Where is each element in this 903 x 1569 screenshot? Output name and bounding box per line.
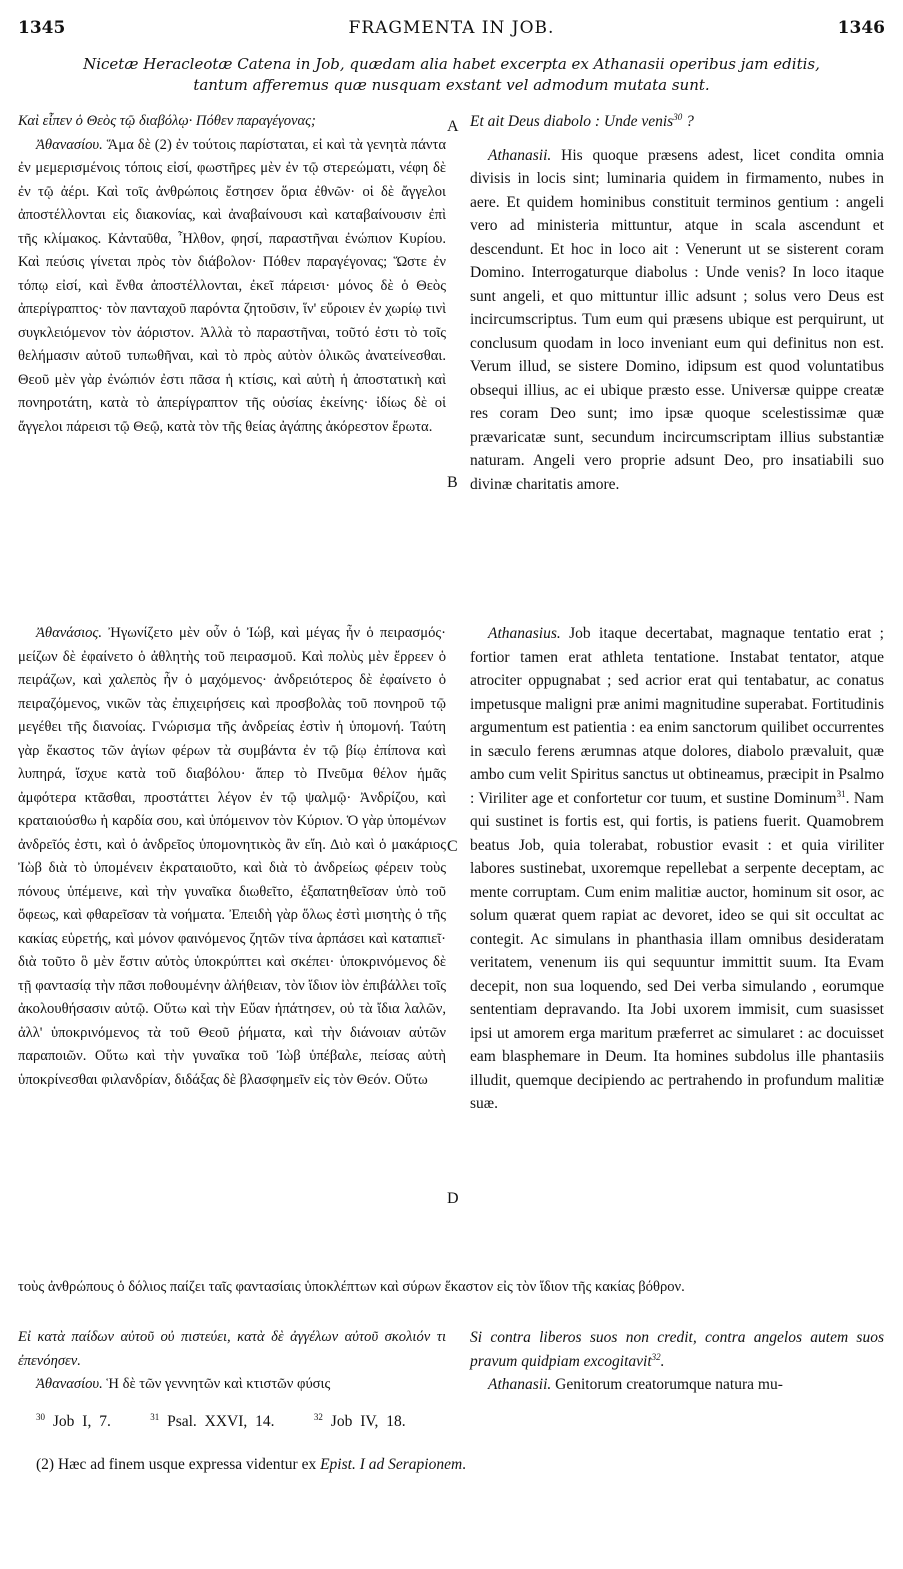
margin-letter-d: D: [447, 1190, 459, 1207]
greek-column-top: [18, 110, 446, 439]
greek-p1-label: Ἀθανασίου.: [36, 136, 103, 153]
greek-p1-text: Ἅμα δὲ (2) ἐν τούτοις παρίσταται, εἰ καὶ τὰ γενητὰ πάντα ἐν μεμερισμένοις τόποις εἰσί, φωστῆρες μὲν ἐν τῷ στερεώματι, νέφη δὲ ἐν τῷ ἀέρι. Καὶ τοῖς ἀνθρώποις ἔστησεν ὅρια ἐθνῶν· οἱ δὲ ἄγγελοι ἀποστέλλονται εἰς διακονίας, καὶ ἀναβαίνουσι καὶ καταβαίνουσιν ἐπὶ τῆς κλίμακος. Κἀνταῦθα, Ἦλθον, φησί, παραστῆναι ἐνώπιον Κυρίου. Καὶ πεύσις γίνεται πρὸς τὸν διάβολον· Πόθεν παραγέγονας; Ὥστε ἐν τόπῳ εἰσί, καὶ ἔνθα ἀποστέλλονται, ἐκεῖ πάρεισι· μόνος δὲ ὁ Θεὸς ἀπερίγραπτος· τὸν πανταχοῦ παρόντα ζητοῦσιν, ἵν' εὕροιεν ἐν χωρίῳ τινὶ συγκλειόμενον τὸν ἀόριστον. Ἀλλὰ τὸ παραστῆναι, τοῦτό ἐστι τὸ τοῖς θελήμασιν αὐτοῦ τυπωθῆναι, καὶ τὸ πρὸς αὐτὸν ὁλικῶς ἀνατείνεσθαι. Θεοῦ μὲν γὰρ ἐνώπιόν ἐστι πᾶσα ἡ κτίσις, καὶ αὐτὴ ἡ ἀποστατικὴ καὶ πονηροτάτη, κατὰ τὸ ἀπερίγραπτον τῆς οὐσίας ἐκείνης· ἰδίως δὲ οἱ ἄγγελοι πάρεισι τῷ Θεῷ, κατὰ τὸν τῆς θείας ἀγάπης ἀκόρεστον ἔρωτα.: [18, 136, 446, 435]
footnote-2-prefix: (2) Hæc ad finem usque expressa videntur ex: [36, 1456, 321, 1473]
greek-p4-text: Ἡ δὲ τῶν γεννητῶν καὶ κτιστῶν φύσις: [102, 1376, 331, 1392]
ref-30-number: 30: [36, 1411, 45, 1422]
latin-p2-note: 31: [836, 788, 846, 799]
greek-paragraph-2: [18, 622, 446, 1092]
greek-paragraph-4: [18, 1373, 446, 1397]
latin-column-middle: [470, 622, 884, 1116]
running-title: FRAGMENTA IN JOB.: [348, 18, 555, 38]
margin-letter-a: A: [447, 118, 459, 135]
latin-heading-2-end: .: [660, 1352, 665, 1370]
page-number-left: 1345: [18, 18, 66, 38]
greek-paragraph-2-tail: τοὺς ἀνθρώπους ὁ δόλιος παίζει ταῖς φαντασίαις ὑποκλέπτων καὶ σύρων ἕκαστον εἰς τὸν ἴδιον τῆς κακίας βόθρον.: [18, 1279, 685, 1295]
scripture-references: [36, 1413, 406, 1431]
ref-31-number: 31: [150, 1411, 160, 1422]
greek-column-bottom: [18, 1326, 446, 1397]
latin-p2-text: Job itaque decertabat, magnaque tentatio erat ; fortior tamen erat athleta tentatione. Instabat tentator, atque atrociter oppugnabat ; sed acrior erat qui tentabatur, ac conatus impetusque maligni præ animi magnitudine superabat. Fortitudinis argumentum est patientia : ea enim sanctorum quilibet occurrentes in sæculo ferens ærumnas atque dolores, diabolo prævaluit, quæ ambo cum velit Spiritus sanctus ut obtineamus, præcipit in Psalmo : Viriliter age et confortetur cor tuum, et sustine Dominum: [470, 625, 884, 807]
margin-letter-b: B: [447, 474, 458, 491]
greek-heading: Καὶ εἶπεν ὁ Θεὸς τῷ διαβόλῳ· Πόθεν παραγέγονας;: [18, 113, 316, 129]
greek-column-middle: [18, 622, 446, 1092]
latin-p1-text: His quoque præsens adest, licet condita omnia divisis in locis sint; luminaria quidem in firmamento, nubes in aere. Et quidem hominibus constituit terminos gentium : angeli vero ad ministeria mittuntur, atque in scala ascendunt et descendunt. Et hoc in loco ait : Venerunt ut se sisterent coram Domino. Interrogaturque diabolus : Unde venis? In loco itaque sunt angeli, et quo mittuntur illic adsunt ; solus vero Deus est incircumscriptus. Tum eum qui præsens ubique est perquirunt, ut conclusum quodam in loco inveniant eum qui definitus non est. Verum illud, se sistere Domino, idipsum est quod voluntatibus obsequi illius, ac ei ubique præsto esse. Universæ quippe creatæ res coram Deo sunt; imo ipsæ quoque scelestissimæ quæ prævaricatæ sunt, secundum incircumscriptam illius substantiæ naturam. Angeli vero proprie adsunt Deo, pro insatiabili suo divinæ charitatis amore.: [470, 146, 884, 493]
page-number-right: 1346: [837, 18, 885, 38]
latin-heading-end: ?: [682, 113, 694, 130]
greek-p4-label: Ἀθανασίου.: [36, 1376, 103, 1392]
latin-p4-label: Athanasii.: [488, 1376, 552, 1393]
greek-paragraph-1: [18, 134, 446, 440]
ref-32-number: 32: [313, 1411, 323, 1422]
latin-heading-2-text: Si contra liberos suos non credit, contra angelos autem suos pravum quidpiam excogitavit: [470, 1329, 884, 1370]
editor-footnote: [36, 1456, 466, 1474]
ref-31-text: Psal. XXVI, 14.: [167, 1413, 275, 1430]
latin-paragraph-1: [470, 144, 884, 497]
greek-p2-text: Ἠγωνίζετο μὲν οὖν ὁ Ἰώβ, καὶ μέγας ἦν ὁ πειρασμός· μείζων δὲ ἐφαίνετο ὁ ἀθλητὴς τοῦ πειρασμοῦ. Καὶ πολὺς μὲν ἔρρεεν ὁ πειράζων, καὶ χαλεπὸς ἦν ὁ μαχόμενος· ἀνδρειότερος δὲ ἐφαίνετο ὁ πειραζόμενος, νικῶν τὰς ἐπιχειρήσεις καὶ προσβολὰς τοῦ πονηροῦ τῷ μεγέθει τῆς διανοίας. Γνώρισμα τῆς ἀνδρείας ἐστὶν ἡ ὑπομονή. Ταύτη γὰρ ἕκαστος τῶν ἁγίων φέρων τὰ συμβάντα ἐν τῷ βίῳ ἐπίπονα καὶ λυπηρά, ἴσχυε κατὰ τοῦ διαβόλου· ἅπερ τὸ Πνεῦμα θέλον ἡμᾶς ἀμφότερα κτᾶσθαι, προστάττει λέγον ἐν τῷ ψαλμῷ· Ἀνδρίζου, καὶ κραταιούσθω ἡ καρδία σου, καὶ ὑπόμεινον τὸν Κύριον. Ὁ γὰρ ὑπομένων ἀνδρεῖός ἐστι, καὶ ὁ ἀνδρεῖος ὑπομονητικὸς ἂν εἴη. Διὸ καὶ ὁ μακάριος Ἰὼβ διὰ τὸ ὑπομένειν ἐκραταιοῦτο, καὶ διὰ τὸ ἀνδρείως φέρειν τοὺς πόνους ὑπέμεινε, καὶ τὴν γυναῖκα διωθεῖτο, ἐξαπατηθεῖσαν ὑπὸ τοῦ ὄφεως, καὶ φθαρεῖσαν τὰ νοήματα. Ἐπειδὴ γὰρ ὅλως ἐστὶ μισητὴς ὁ τῆς κακίας εὑρετής, καὶ μόνον φαινόμενος ζητῶν τίνα ἁρπάσει καὶ καταπιεῖ· διὰ τοῦτο ὃ μὲν ἔστιν αὐτὸς ὑποκρύπτει καὶ σκέπει· ὑποκρινόμενος δὲ τῇ φαντασίᾳ τὴν πᾶσι ποθουμένην ἀλήθειαν, τὸν ἴδιον ἰὸν ἐπιβάλλει τοῖς ἀκολουθήσασιν αὐτῷ. Οὕτω καὶ τὴν Εὔαν ἠπάτησεν, οὐ τὰ ἴδια λαλῶν, ἀλλ' ὑποκρινόμενος τὰ τοῦ Θεοῦ ῥήματα, καὶ τὴν διάνοιαν αὐτῶν παραποιῶν. Οὕτω καὶ τὴν γυναῖκα τοῦ Ἰὼβ ὑπέβαλε, πείσας αὐτὴ ὑποκρίνεσθαι φιλανδρίαν, διδάξας δὲ βλασφημεῖν εἰς τὸν Θεόν. Οὕτω: [18, 625, 446, 1088]
intro-line-1: Nicetæ Heracleotæ Catena in Job, quædam alia habet excerpta ex Athanasii operibus jam editis,: [83, 55, 820, 73]
latin-heading-note: 30: [673, 111, 683, 122]
page-header: [0, 18, 903, 42]
ref-30-text: Job I, 7.: [52, 1413, 111, 1430]
latin-p2-label: Athanasius.: [488, 625, 561, 642]
latin-p4-text: Genitorum creatorumque natura mu-: [551, 1376, 783, 1393]
ref-32-text: Job IV, 18.: [330, 1413, 406, 1430]
intro-line-2: tantum afferemus quæ nusquam exstant vel admodum mutata sunt.: [193, 76, 710, 94]
latin-paragraph-2: [470, 622, 884, 1116]
greek-heading-2: Εἰ κατὰ παίδων αὐτοῦ οὐ πιστεύει, κατὰ δὲ ἀγγέλων αὐτοῦ σκολιόν τι ἐπενόησεν.: [18, 1329, 446, 1369]
latin-p1-label: Athanasii.: [488, 146, 552, 164]
latin-p2-text2: . Nam qui sustinet is fortis est, qui fortis, is patiens fuerit. Quamobrem beatus Job, quia tolerabat, robustior evasit : et quia viriliter labores sustinebat, uxoremque repellebat a serpente deceptam, ac mente corruptam. Cum enim malitiæ auctor, hominum sit osor, ac solum quærat quem rapiat ac devoret, ideo se qui sit occultat ac contegit. Ac simulans in phanthasia illam omnibus desideratam veritatem, venenum iis qui sequuntur immittit suum. Ita Evam decepit, non sua loquendo, sed Dei verba simulando , eorumque sententiam depravando. Ita Jobi uxorem immisit, cum suasisset ipsi ut amorem erga maritum præferret ac simularet : ac docuisset eam blasphemare in Deum. Ita homines subdolus ille phantasiis illudit, quemque decipiendo ac pertrahendo in profundum malitiæ suæ.: [470, 789, 884, 1112]
footnote-2-work: Epist. I ad Serapionem: [320, 1456, 463, 1473]
greek-p2-label: Ἀθανάσιος.: [36, 625, 102, 641]
footnote-2-suffix: .: [462, 1456, 467, 1473]
latin-column-top: [470, 110, 884, 496]
latin-heading: [470, 110, 884, 134]
latin-paragraph-4: [470, 1373, 884, 1397]
latin-heading-text: Et ait Deus diabolo : Unde venis: [470, 113, 674, 130]
latin-column-bottom: [470, 1326, 884, 1397]
intro-note: [40, 54, 863, 96]
margin-letter-c: C: [447, 838, 458, 855]
latin-heading-2: [470, 1326, 884, 1373]
latin-heading-2-note: 32: [651, 1351, 661, 1362]
